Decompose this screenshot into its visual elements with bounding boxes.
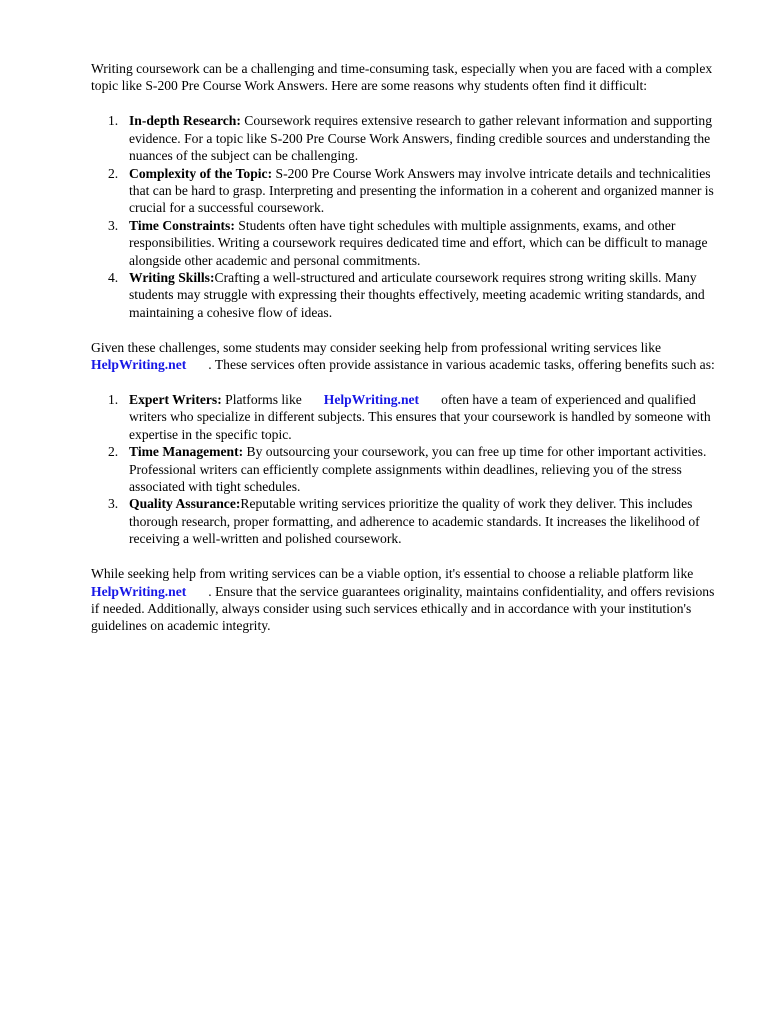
challenges-list <box>91 112 721 321</box>
list-item <box>91 391 721 443</box>
closing-paragraph <box>91 565 721 635</box>
list-text: often have a team of experienced and qualified writers who specialize in different subjects. This ensures that your coursework is handled by someone with expertise in the specific topic. <box>129 392 711 442</box>
list-number: 4. <box>108 269 119 285</box>
list-number: 2. <box>108 444 119 460</box>
list-term: Time Management: <box>129 444 244 460</box>
list-text: Coursework requires extensive research to gather relevant information and supporting evidence. For a topic like S-200 Pre Course Work Answers, finding credible sources and understanding the nuances of the subject can be challenging. <box>129 113 713 164</box>
list-text: S-200 Pre Course Work Answers may involve intricate details and technicalities that can be hard to grasp. Interpreting and presenting the information in a coherent and organized manner is crucial for a successful coursework. <box>129 165 714 216</box>
list-term: Expert Writers: <box>129 392 222 407</box>
closing-text-before: While seeking help from writing services can be a viable option, it's essential to choose a reliable platform like <box>91 566 694 582</box>
list-item <box>91 443 721 495</box>
list-term: Time Constraints: <box>129 217 235 233</box>
list-text: Crafting a well-structured and articulate coursework requires strong writing skills. Many students may struggle with expressing their thoughts effectively, meeting academic writing standards, and maintaining a cohesive flow of ideas. <box>129 269 705 320</box>
list-item <box>91 495 721 547</box>
list-number: 3. <box>108 217 119 233</box>
list-term: Writing Skills: <box>129 269 215 285</box>
services-text-before: Given these challenges, some students may consider seeking help from professional writing services like <box>91 339 662 355</box>
services-text-after: . These services often provide assistance in various academic tasks, offering benefits such as: <box>208 357 715 373</box>
list-number: 1. <box>108 113 119 129</box>
services-paragraph <box>91 339 721 374</box>
document-page <box>91 60 721 652</box>
benefits-list <box>91 391 721 548</box>
list-item <box>91 165 721 217</box>
helpwriting-link[interactable]: HelpWriting.net <box>323 392 420 407</box>
closing-text-after: . Ensure that the service guarantees originality, maintains confidentiality, and offers revisions if needed. Additionally, always consider using such services ethically and in accordance with your institution's guidelines on academic integrity. <box>91 583 715 634</box>
list-item <box>91 217 721 269</box>
helpwriting-link[interactable]: HelpWriting.net <box>91 357 187 373</box>
helpwriting-link[interactable]: HelpWriting.net <box>91 583 187 599</box>
intro-paragraph: Writing coursework can be a challenging and time-consuming task, especially when you are faced with a complex topic like S-200 Pre Course Work Answers. Here are some reasons why students often find it difficult: <box>91 61 713 94</box>
list-item <box>91 269 721 321</box>
list-term: In-depth Research: <box>129 113 241 129</box>
list-term: Quality Assurance: <box>129 496 241 512</box>
list-number: 1. <box>108 392 119 407</box>
list-number: 3. <box>108 496 119 512</box>
list-term: Complexity of the Topic: <box>129 165 273 181</box>
list-number: 2. <box>108 165 119 181</box>
list-text: By outsourcing your coursework, you can free up time for other important activities. Professional writers can efficiently complete assignments within deadlines, relieving you of the stress associated with tight schedules. <box>129 444 707 495</box>
list-text: Reputable writing services prioritize the quality of work they deliver. This includes thorough research, proper formatting, and adherence to academic standards. It increases the likelihood of receiving a well-written and polished coursework. <box>129 496 700 547</box>
list-text: Platforms like <box>221 392 302 407</box>
list-item <box>91 112 721 164</box>
list-text: Students often have tight schedules with multiple assignments, exams, and other responsibilities. Writing a coursework requires dedicated time and effort, which can be difficult to manage alongside other academic and personal commitments. <box>129 217 708 268</box>
